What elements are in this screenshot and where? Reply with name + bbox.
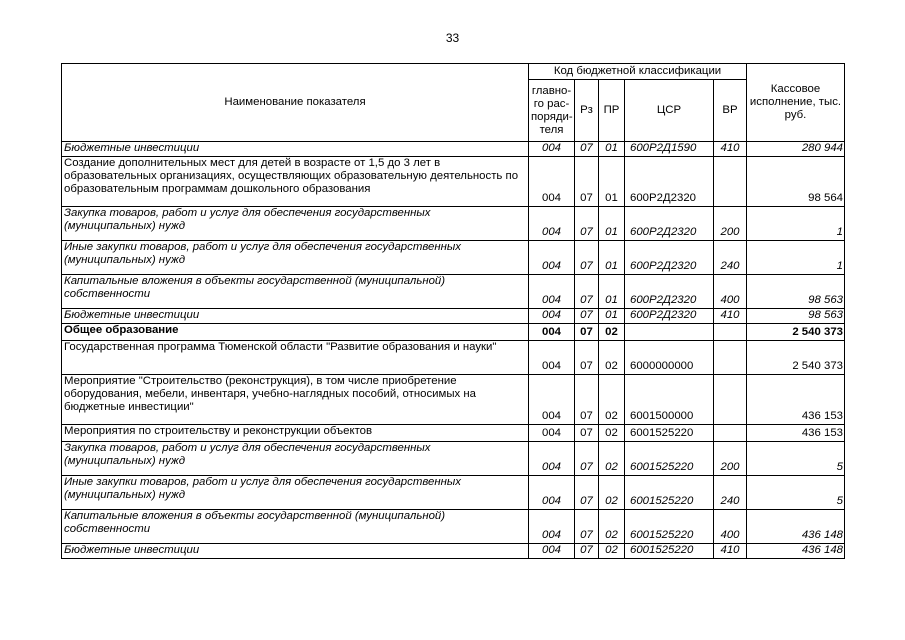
row-rz: 07 [575,275,599,309]
table-row [62,442,845,476]
row-csr: 6001525220 [625,476,714,510]
row-name: Мероприятие "Строительство (реконструкция), в том числе приобретение оборудования, мебели, инвентаря, учебно-наглядных пособий, относимых на бюджетные инвестиции" [62,375,529,425]
row-csr: 600Р2Д2320 [625,207,714,241]
row-vr: 200 [714,207,747,241]
table-row [62,544,845,559]
row-glavn: 004 [529,510,575,544]
row-csr: 600Р2Д2320 [625,241,714,275]
row-vr: 400 [714,510,747,544]
row-pr: 02 [599,476,625,510]
row-amount: 98 563 [747,309,845,324]
header-csr: ЦСР [625,80,714,142]
row-pr: 01 [599,207,625,241]
header-code-group: Код бюджетной классификации [529,64,747,80]
row-rz: 07 [575,375,599,425]
budget-table [61,63,845,559]
row-amount: 2 540 373 [747,341,845,375]
row-glavn: 004 [529,476,575,510]
row-vr [714,425,747,442]
row-vr: 200 [714,442,747,476]
row-vr [714,375,747,425]
row-pr: 02 [599,544,625,559]
row-pr: 02 [599,375,625,425]
row-glavn: 004 [529,324,575,341]
row-name: Иные закупки товаров, работ и услуг для обеспечения государственных (муниципальных) нужд [62,476,529,510]
row-vr: 240 [714,476,747,510]
header-vr: ВР [714,80,747,142]
row-rz: 07 [575,425,599,442]
row-amount: 2 540 373 [747,324,845,341]
row-vr: 410 [714,309,747,324]
row-vr [714,157,747,207]
table-body [62,142,845,559]
row-rz: 07 [575,324,599,341]
row-amount: 436 153 [747,375,845,425]
row-csr: 6000000000 [625,341,714,375]
header-pr: ПР [599,80,625,142]
table-row [62,309,845,324]
row-name: Закупка товаров, работ и услуг для обеспечения государственных (муниципальных) нужд [62,207,529,241]
row-csr [625,324,714,341]
row-pr: 02 [599,442,625,476]
row-name: Бюджетные инвестиции [62,142,529,157]
row-csr: 600Р2Д2320 [625,275,714,309]
row-vr: 400 [714,275,747,309]
row-pr: 02 [599,324,625,341]
row-rz: 07 [575,442,599,476]
row-glavn: 004 [529,207,575,241]
table-row [62,275,845,309]
row-pr: 01 [599,241,625,275]
row-glavn: 004 [529,442,575,476]
row-vr [714,341,747,375]
table-row [62,324,845,341]
row-amount: 98 564 [747,157,845,207]
row-pr: 02 [599,425,625,442]
header-amount: Кассовое исполнение, тыс. руб. [747,64,845,142]
row-csr: 600Р2Д1590 [625,142,714,157]
row-name: Капитальные вложения в объекты государственной (муниципальной) собственности [62,275,529,309]
row-rz: 07 [575,544,599,559]
row-vr: 410 [714,544,747,559]
row-glavn: 004 [529,142,575,157]
row-name: Бюджетные инвестиции [62,309,529,324]
row-name: Общее образование [62,324,529,341]
row-name: Государственная программа Тюменской области "Развитие образования и науки" [62,341,529,375]
row-amount: 1 [747,207,845,241]
row-amount: 436 148 [747,510,845,544]
row-amount: 280 944 [747,142,845,157]
row-vr: 410 [714,142,747,157]
row-amount: 5 [747,476,845,510]
table-row [62,476,845,510]
row-name: Мероприятия по строительству и реконструкции объектов [62,425,529,442]
row-glavn: 004 [529,341,575,375]
table-row [62,241,845,275]
row-rz: 07 [575,142,599,157]
row-glavn: 004 [529,425,575,442]
row-rz: 07 [575,510,599,544]
row-rz: 07 [575,241,599,275]
row-amount: 436 148 [747,544,845,559]
row-csr: 6001525220 [625,510,714,544]
row-rz: 07 [575,309,599,324]
row-csr: 6001500000 [625,375,714,425]
row-csr: 6001525220 [625,442,714,476]
table-row [62,425,845,442]
row-csr: 600Р2Д2320 [625,157,714,207]
table-row [62,375,845,425]
row-name: Бюджетные инвестиции [62,544,529,559]
row-name: Закупка товаров, работ и услуг для обеспечения государственных (муниципальных) нужд [62,442,529,476]
row-glavn: 004 [529,241,575,275]
row-csr: 600Р2Д2320 [625,309,714,324]
row-glavn: 004 [529,375,575,425]
header-glavn: главно-го рас-поряди-теля [529,80,575,142]
page-number: 33 [445,31,460,45]
row-pr: 01 [599,275,625,309]
row-name: Создание дополнительных мест для детей в возрасте от 1,5 до 3 лет в образовательных организациях, осуществляющих образовательную деятельность по образовательным программам дошкольного образования [62,157,529,207]
row-glavn: 004 [529,309,575,324]
row-rz: 07 [575,341,599,375]
row-name: Иные закупки товаров, работ и услуг для обеспечения государственных (муниципальных) нужд [62,241,529,275]
table-row [62,157,845,207]
row-pr: 01 [599,309,625,324]
row-glavn: 004 [529,157,575,207]
header-rz: Рз [575,80,599,142]
row-glavn: 004 [529,544,575,559]
row-glavn: 004 [529,275,575,309]
row-rz: 07 [575,207,599,241]
row-amount: 5 [747,442,845,476]
table-row [62,207,845,241]
row-pr: 02 [599,341,625,375]
table-row [62,142,845,157]
row-rz: 07 [575,157,599,207]
row-csr: 6001525220 [625,425,714,442]
row-pr: 01 [599,142,625,157]
table-row [62,510,845,544]
header-name: Наименование показателя [62,64,529,142]
row-vr [714,324,747,341]
row-amount: 98 563 [747,275,845,309]
row-name: Капитальные вложения в объекты государственной (муниципальной) собственности [62,510,529,544]
row-pr: 01 [599,157,625,207]
table-row [62,341,845,375]
row-pr: 02 [599,510,625,544]
row-rz: 07 [575,476,599,510]
row-vr: 240 [714,241,747,275]
row-csr: 6001525220 [625,544,714,559]
row-amount: 436 153 [747,425,845,442]
row-amount: 1 [747,241,845,275]
